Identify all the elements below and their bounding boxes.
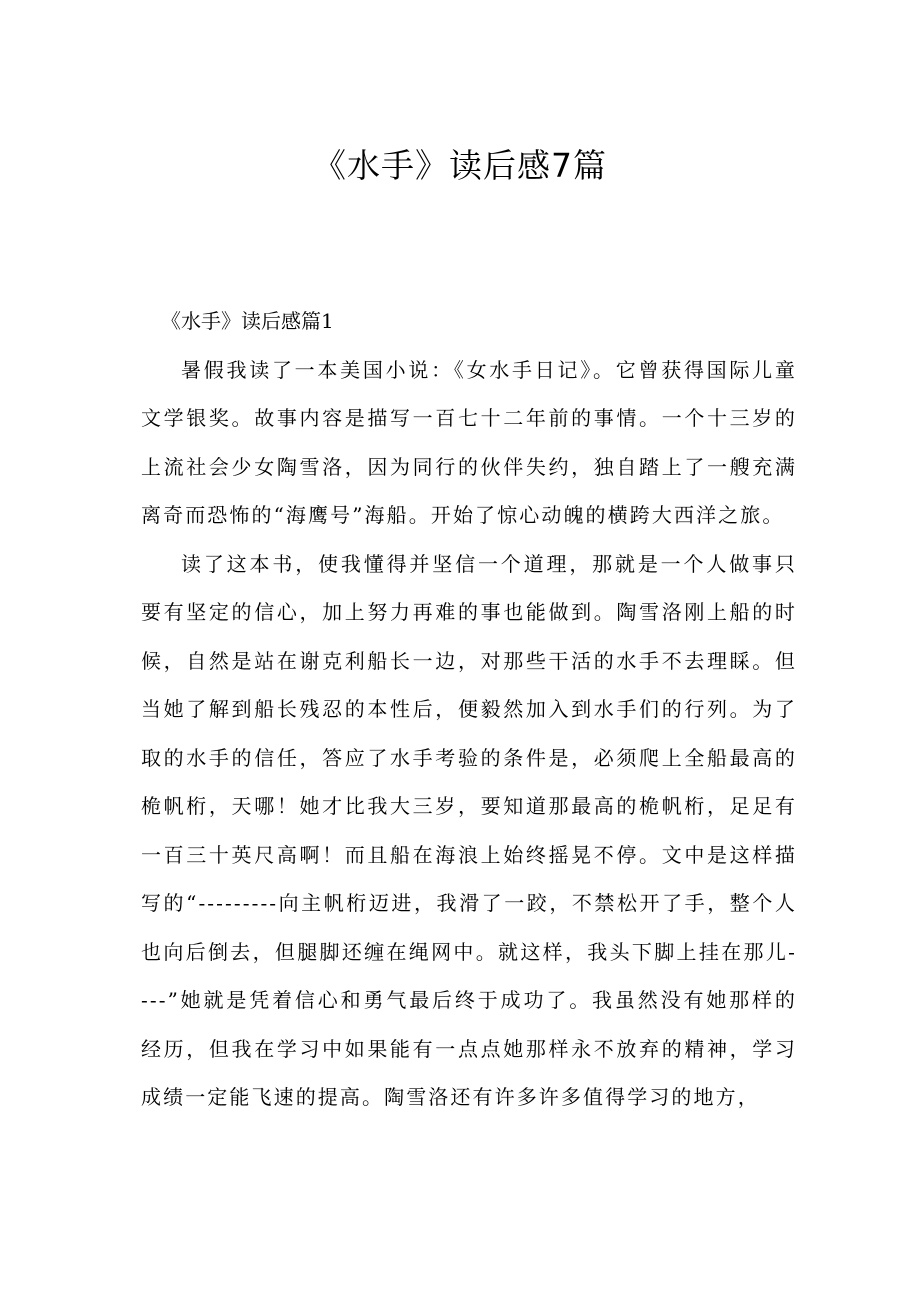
document-body xyxy=(141,297,797,1122)
paragraph-1: 暑假我读了一本美国小说：《女水手日记》。它曾获得国际儿童文学银奖。故事内容是描写一百七十二年前的事情。一个十三岁的上流社会少女陶雪洛，因为同行的伙伴失约，独自踏上了一艘充满离奇而恐怖的“海鹰号”海船。开始了惊心动魄的横跨大西洋之旅。 xyxy=(141,357,797,527)
document-title: 《水手》读后感7篇 xyxy=(313,146,607,185)
section-heading: 《水手》读后感篇1 xyxy=(161,309,334,333)
paragraph-2: 读了这本书，使我懂得并坚信一个道理，那就是一个人做事只要有坚定的信心，加上努力再难的事也能做到。陶雪洛刚上船的时候，自然是站在谢克利船长一边，对那些干活的水手不去理睬。但当她了解到船长残忍的本性后，便毅然加入到水手们的行列。为了取的水手的信任，答应了水手考验的条件是，必须爬上全船最高的桅帆桁，天哪！她才比我大三岁，要知道那最高的桅帆桁，足足有一百三十英尺高啊！而且船在海浪上始终摇晃不停。文中是这样描写的“---------向主帆桁迈进，我滑了一跤，不禁松开了手，整个人也向后倒去，但腿脚还缠在绳网中。就这样，我头下脚上挂在那儿----”她就是凭着信心和勇气最后终于成功了。我虽然没有她那样的经历，但我在学习中如果能有一点点她那样永不放弃的精神，学习成绩一定能飞速的提高。陶雪洛还有许多许多值得学习的地方， xyxy=(141,551,797,1109)
